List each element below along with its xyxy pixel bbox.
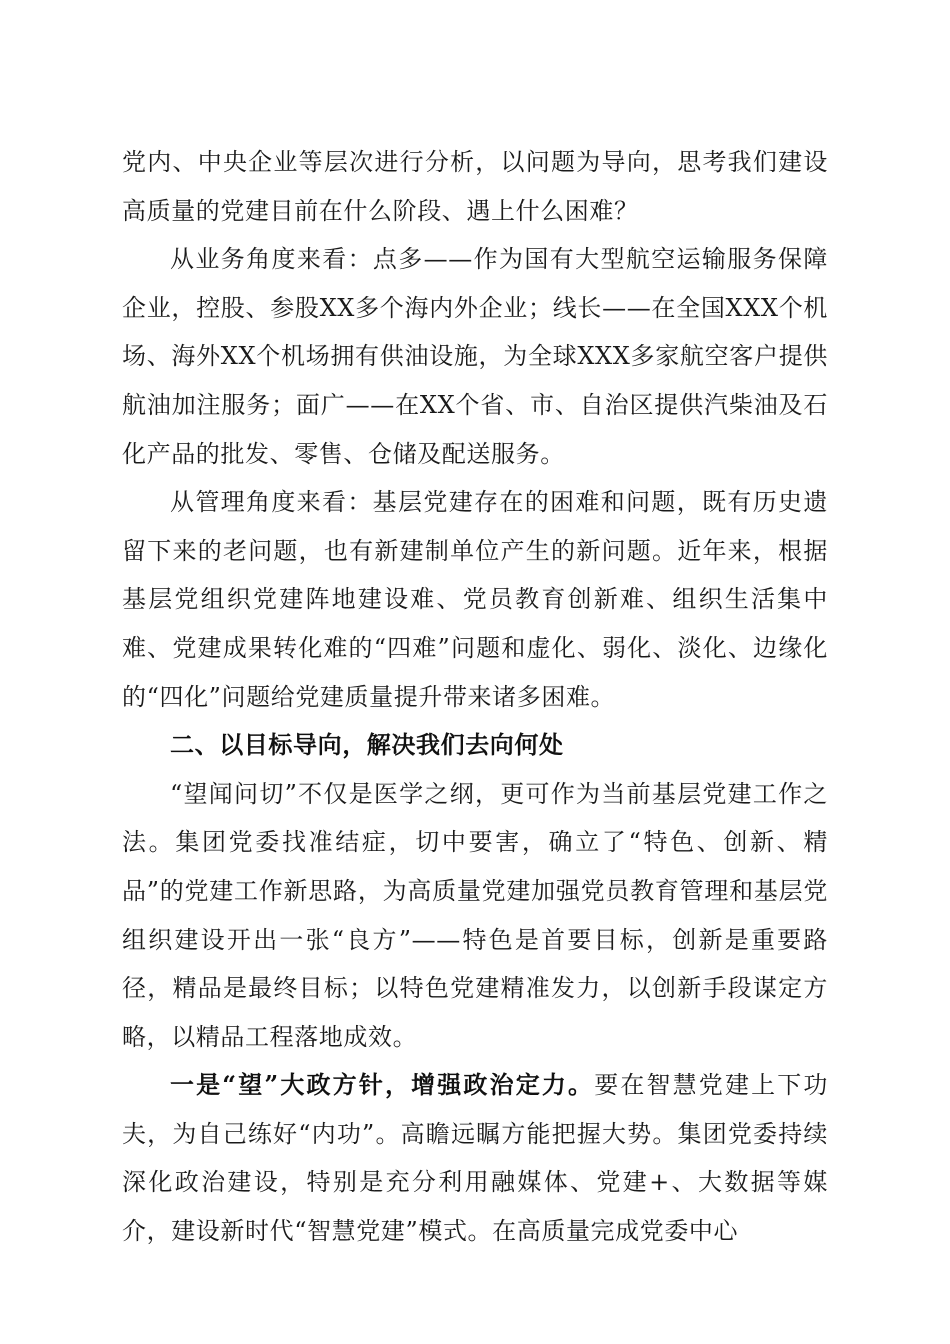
section-heading-text: 二、以目标导向，解决我们去向何处 <box>170 731 564 760</box>
section-heading <box>122 721 828 770</box>
paragraph-text: 要在智慧党建上下功夫，为自己练好“内功”。高瞻远瞩方能把握大势。集团党委持续深化政治建设，特别是充分利用融媒体、党建+、大数据等媒介，建设新时代“智慧党建”模式。在高质量完成党委中心 <box>122 1071 828 1246</box>
paragraph-text: 从业务角度来看：点多——作为国有大型航空运输服务保障企业，控股、参股XX多个海内外企业；线长——在全国XXX个机场、海外XX个机场拥有供油设施，为全球XXX多家航空客户提供航油加注服务；面广——在XX个省、市、自治区提供汽柴油及石化产品的批发、零售、仓储及配送服务。 <box>122 245 828 468</box>
document-body <box>122 138 828 1256</box>
paragraph-text: 党内、中央企业等层次进行分析，以问题为导向，思考我们建设高质量的党建目前在什么阶段、遇上什么困难？ <box>122 148 828 225</box>
paragraph-text: 从管理角度来看：基层党建存在的困难和问题，既有历史遗留下来的老问题，也有新建制单位产生的新问题。近年来，根据基层党组织党建阵地建设难、党员教育创新难、组织生活集中难、党建成果转化难的“四难”问题和虚化、弱化、淡化、边缘化的“四化”问题给党建质量提升带来诸多困难。 <box>122 488 828 711</box>
paragraph-text: “望闻问切”不仅是医学之纲，更可作为当前基层党建工作之法。集团党委找准结症，切中要害，确立了“特色、创新、精品”的党建工作新思路，为高质量党建加强党员教育管理和基层党组织建设开出一张“良方”——特色是首要目标，创新是重要路径，精品是最终目标；以特色党建精准发力，以创新手段谋定方略，以精品工程落地成效。 <box>122 779 828 1051</box>
paragraph-analysis-continued <box>122 138 828 235</box>
paragraph-lead: 一是“望”大政方针，增强政治定力。 <box>170 1070 595 1100</box>
paragraph-first-point <box>122 1061 828 1255</box>
paragraph-management-perspective <box>122 478 828 721</box>
paragraph-business-perspective <box>122 235 828 478</box>
paragraph-wangwenwenqie <box>122 770 828 1062</box>
